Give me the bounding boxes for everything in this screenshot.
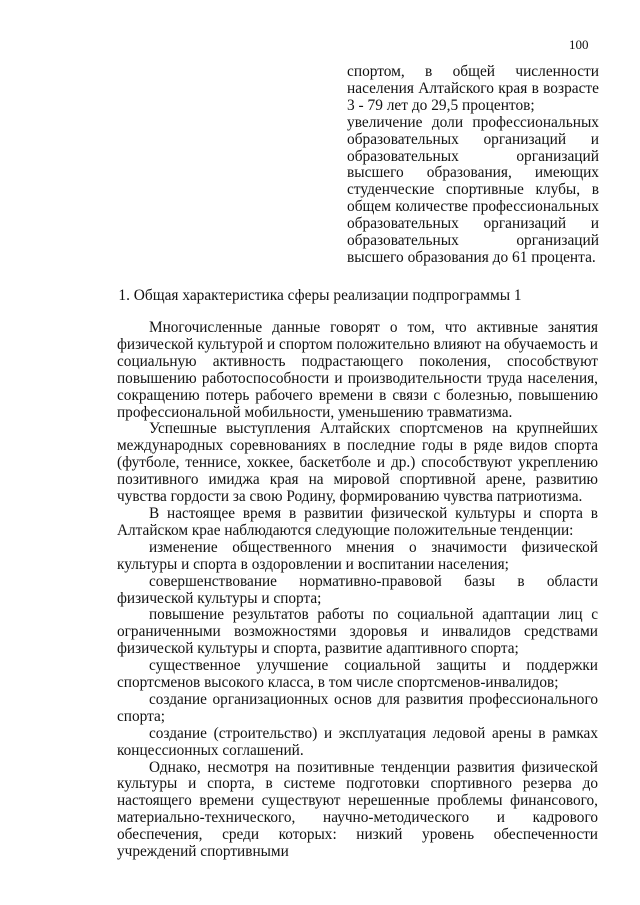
- body-paragraph: создание (строительство) и эксплуатация ледовой арены в рамках концессионных соглашений.: [117, 724, 598, 759]
- body-paragraph: В настоящее время в развитии физической культуры и спорта в Алтайском крае наблюдаются следующие положительные тенденции:: [117, 504, 598, 539]
- body-text: [117, 320, 598, 861]
- body-paragraph: Однако, несмотря на позитивные тенденции развития физической культуры и спорта, в системе подготовки спортивного резерва до настоящего времени существуют нерешенные проблемы финансового, материально-технического, научно-методического и кадрового обеспечения, среди которых: низкий уровень обеспеченности учреждений спортивными: [117, 758, 598, 861]
- target-indicators-column: [347, 64, 599, 267]
- side-paragraph: спортом, в общей численности населения Алтайского края в возрасте 3 - 79 лет до 29,5 процентов;: [347, 63, 599, 114]
- side-paragraph: увеличение доли профессиональных образовательных организаций и образовательных организаций высшего образования, имеющих студенческие спортивные клубы, в общем количестве профессиональных образовательных организаций и образовательных организаций высшего образования до 61 процента.: [347, 113, 599, 266]
- body-paragraph: изменение общественного мнения о значимости физической культуры и спорта в оздоровлении и воспитании населения;: [117, 538, 598, 573]
- body-paragraph: повышение результатов работы по социальной адаптации лиц с ограниченными возможностями здоровья и инвалидов средствами физической культуры и спорта, развитие адаптивного спорта;: [117, 606, 598, 658]
- body-paragraph: создание организационных основ для развития профессионального спорта;: [117, 690, 598, 725]
- body-paragraph: Успешные выступления Алтайских спортсменов на крупнейших международных соревнованиях в последние годы в ряде видов спорта (футболе, теннисе, хоккее, баскетболе и др.) способствуют укреплению позитивного имиджа края на мировой спортивной арене, развитию чувства гордости за свою Родину, формированию чувства патриотизма.: [117, 420, 598, 506]
- body-paragraph: существенное улучшение социальной защиты и поддержки спортсменов высокого класса, в том числе спортсменов-инвалидов;: [117, 657, 598, 692]
- body-paragraph: Многочисленные данные говорят о том, что активные занятия физической культурой и спортом положительно влияют на обучаемость и социальную активность подрастающего поколения, способствуют повышению работоспособности и производительности труда населения, сокращению потерь рабочего времени в связи с болезнью, повышению профессиональной мобильности, уменьшению травматизма.: [117, 319, 598, 421]
- page-number: 100: [569, 37, 589, 52]
- section-heading: 1. Общая характеристика сферы реализации подпрограммы 1: [118, 287, 522, 304]
- body-paragraph: совершенствование нормативно-правовой базы в области физической культуры и спорта;: [117, 572, 598, 607]
